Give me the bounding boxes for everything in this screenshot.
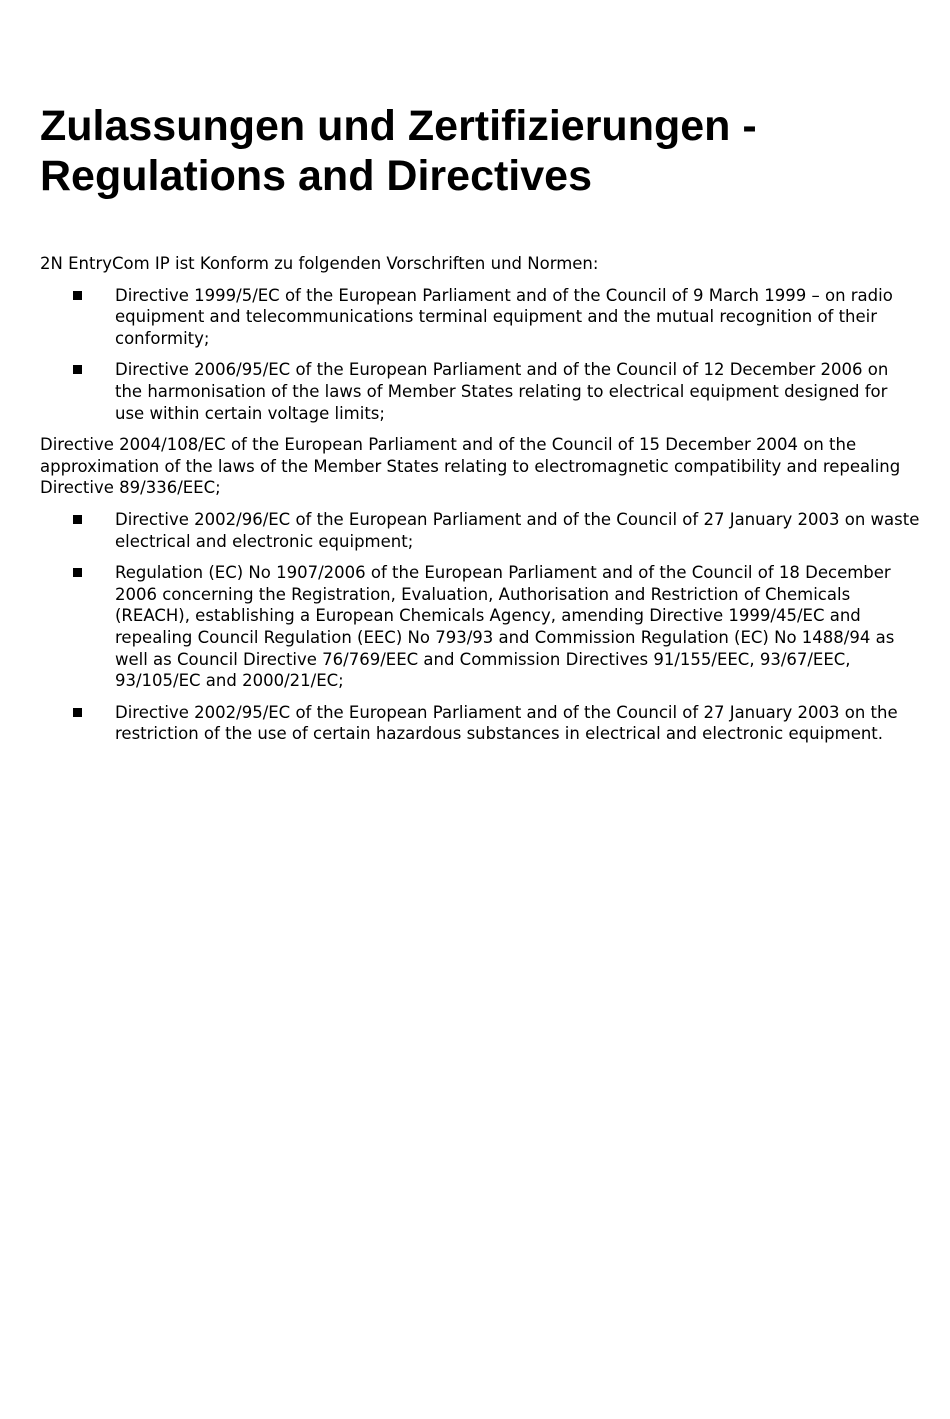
list-item-text: Directive 1999/5/EC of the European Parliament and of the Council of 9 March 1999 – on radio equipment and telecommunications terminal equipment and the mutual recognition of their conformity; [115,285,893,348]
square-bullet-icon [73,568,82,577]
emc-directive-paragraph: Directive 2004/108/EC of the European Parliament and of the Council of 15 December 2004 on the approximation of the laws of the Member States relating to electromagnetic compatibility and repealing Directive 89/336/EEC; [40,435,901,498]
directive-list-a [40,285,920,425]
list-item [40,509,920,552]
square-bullet-icon [73,365,82,374]
title-line-1: Zulassungen und Zertifizierungen - [40,102,757,150]
square-bullet-icon [73,708,82,717]
list-item-text: Directive 2002/95/EC of the European Parliament and of the Council of 27 January 2003 on the restriction of the use of certain hazardous substances in electrical and electronic equipment. [115,702,898,744]
square-bullet-icon [73,515,82,524]
document-body [40,253,920,755]
title-line-2: Regulations and Directives [40,152,592,200]
list-item-text: Regulation (EC) No 1907/2006 of the European Parliament and of the Council of 18 December 2006 concerning the Registration, Evaluation, Authorisation and Restriction of Chemicals (REACH), establishing a European Chemicals Agency, amending Directive 1999/45/EC and repealing Council Regulation (EEC) No 793/93 and Commission Regulation (EC) No 1488/94 as well as Council Directive 76/769/EEC and Commission Directives 91/155/EEC, 93/67/EEC, 93/105/EC and 2000/21/EC; [115,563,895,691]
list-item [40,702,920,745]
list-item-text: Directive 2002/96/EC of the European Parliament and of the Council of 27 January 2003 on waste electrical and electronic equipment; [115,509,920,551]
intro-paragraph: 2N EntryCom IP ist Konform zu folgenden Vorschriften und Normen: [40,254,599,273]
list-item-text: Directive 2006/95/EC of the European Parliament and of the Council of 12 December 2006 on the harmonisation of the laws of Member States relating to electrical equipment designed for use within certain voltage limits; [115,360,889,423]
list-item [40,359,920,424]
list-item [40,562,920,692]
square-bullet-icon [73,291,82,300]
page-title [40,101,900,201]
list-item [40,285,920,350]
directive-list-b [40,509,920,745]
